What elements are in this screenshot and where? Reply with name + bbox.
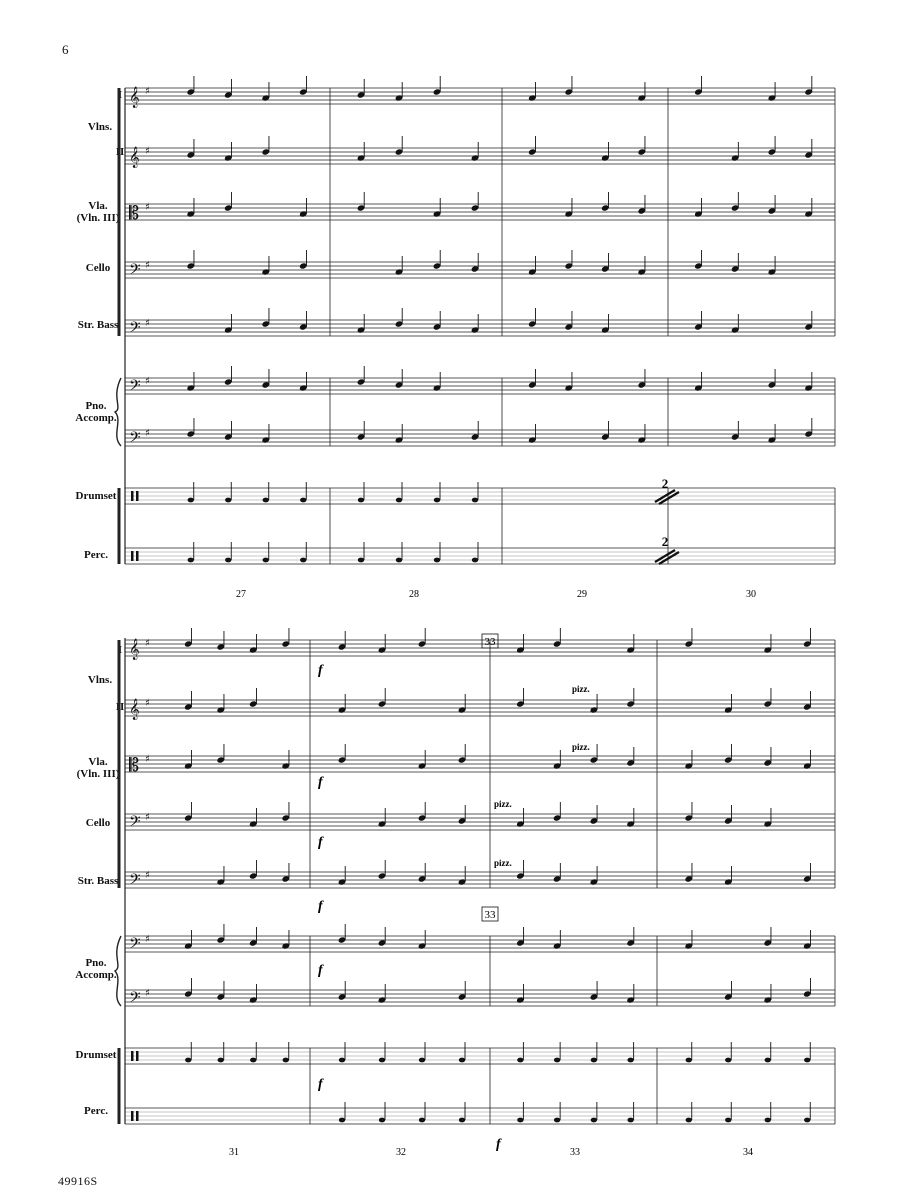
dynamic-f-perc: f	[496, 1137, 501, 1152]
system-2-perc-note	[517, 1058, 523, 1063]
system-2-perc-note	[185, 1058, 191, 1063]
system-1-key-sharp-0: ♯	[145, 86, 150, 97]
system-2-perc-note	[517, 1118, 523, 1123]
pizz-cello: pizz.	[494, 799, 512, 809]
violin-1-label: I	[117, 89, 123, 101]
dynamic-f-vla: f	[318, 775, 323, 790]
measure-number-32: 32	[396, 1147, 406, 1158]
piano-sub-label: Accomp.	[75, 412, 117, 424]
system-1-perc-clef-a	[131, 491, 134, 501]
system-1-key-sharp-1: ♯	[145, 146, 150, 157]
system-2-piano-brace	[115, 936, 121, 1006]
violin-2-label-2: II	[115, 701, 125, 713]
system-2-perc-note	[419, 1058, 425, 1063]
system-2-clef-6: 𝄢	[129, 989, 141, 1010]
system-1-clef-3: 𝄢	[129, 261, 141, 282]
drumset-label: Drumset	[75, 490, 117, 502]
system-2-perc-clef-a	[131, 1051, 134, 1061]
system-1-clef-5: 𝄢	[129, 377, 141, 398]
catalog-number: 49916S	[58, 1174, 98, 1188]
measure-number-33: 33	[570, 1147, 580, 1158]
system-1-perc-clef-b	[136, 551, 139, 561]
system-2-perc-note	[765, 1118, 771, 1123]
viola-label-2: Vla.	[88, 756, 108, 768]
piano-label-2: Pno.	[85, 957, 107, 969]
viola-sub-label: (Vln. III)	[76, 212, 120, 224]
system-2-key-sharp-4: ♯	[145, 870, 150, 881]
system-2-perc-note	[250, 1058, 256, 1063]
system-2-perc-clef-b	[136, 1051, 139, 1061]
system-2-perc-note	[339, 1118, 345, 1123]
system-1-clef-1: 𝄞	[129, 147, 140, 168]
system-2-key-sharp-5: ♯	[145, 934, 150, 945]
system-1-clef-0: 𝄞	[129, 87, 140, 108]
system-1-perc-clef-b	[136, 491, 139, 501]
measure-number-28: 28	[409, 589, 419, 600]
rehearsal-mark-top: 33	[484, 636, 496, 648]
dynamic-f-bass: f	[318, 899, 323, 914]
rehearsal-mark-piano: 33	[484, 909, 496, 921]
viola-sub-label-2: (Vln. III)	[76, 768, 120, 780]
piano-label: Pno.	[85, 400, 107, 412]
bass-label: Str. Bass	[77, 319, 119, 331]
system-1-perc-note	[225, 498, 231, 503]
system-1-perc-note	[263, 558, 269, 563]
system-2-key-sharp-6: ♯	[145, 988, 150, 999]
system-2-perc-note	[459, 1118, 465, 1123]
system-1-key-sharp-3: ♯	[145, 260, 150, 271]
perc-label: Perc.	[84, 549, 108, 561]
violin-1-label-2: I	[117, 644, 123, 656]
system-1-perc-note	[225, 558, 231, 563]
system-2-perc-note	[591, 1058, 597, 1063]
pizz-vln2: pizz.	[572, 684, 590, 694]
system-1-perc-note	[472, 558, 478, 563]
violins-label-2: Vlns.	[87, 674, 113, 686]
dynamic-f-drums: f	[318, 1077, 323, 1092]
system-1-perc-note	[300, 498, 306, 503]
measure-number-34: 34	[743, 1147, 753, 1158]
system-2-perc-note	[379, 1058, 385, 1063]
system-2-clef-0: 𝄞	[129, 639, 140, 660]
dynamic-f-cello: f	[318, 835, 323, 850]
system-2-perc-note	[725, 1118, 731, 1123]
system-1-perc-note	[396, 558, 402, 563]
system-2-perc-note	[554, 1058, 560, 1063]
system-2-perc-note	[686, 1058, 692, 1063]
system-2-perc-note	[591, 1118, 597, 1123]
multirest-count-perc: 2	[661, 534, 669, 549]
system-2-clef-1: 𝄞	[129, 699, 140, 720]
system-2-perc-note	[686, 1118, 692, 1123]
system-1-perc-note	[358, 498, 364, 503]
system-1-perc-clef-a	[131, 551, 134, 561]
piano-sub-label-2: Accomp.	[75, 969, 117, 981]
system-2-perc-note	[627, 1058, 633, 1063]
pizz-bass: pizz.	[494, 858, 512, 868]
system-2-perc-note	[804, 1058, 810, 1063]
system-2-perc-note	[765, 1058, 771, 1063]
cello-label: Cello	[85, 262, 111, 274]
system-2-perc-note	[804, 1118, 810, 1123]
system-1-perc-note	[396, 498, 402, 503]
system-1-perc-note	[434, 498, 440, 503]
bass-label-2: Str. Bass	[77, 875, 119, 887]
system-2-key-sharp-3: ♯	[145, 812, 150, 823]
system-1-piano-brace	[115, 378, 121, 446]
system-1-clef-2: 𝄡	[129, 203, 140, 224]
system-2-perc-note	[554, 1118, 560, 1123]
drumset-label-2: Drumset	[75, 1049, 117, 1061]
system-2-clef-4: 𝄢	[129, 871, 141, 892]
system-1-perc-note	[188, 498, 194, 503]
system-2-perc-note	[725, 1058, 731, 1063]
measure-number-30: 30	[746, 589, 756, 600]
system-1-perc-note	[300, 558, 306, 563]
system-1-perc-note	[358, 558, 364, 563]
pizz-vla: pizz.	[572, 742, 590, 752]
system-2-perc-note	[419, 1118, 425, 1123]
system-1-perc-note	[188, 558, 194, 563]
system-2-clef-5: 𝄢	[129, 935, 141, 956]
system-2-clef-2: 𝄡	[129, 755, 140, 776]
system-2-clef-3: 𝄢	[129, 813, 141, 834]
system-2-perc-clef-a	[131, 1111, 134, 1121]
system-1-clef-4: 𝄢	[129, 319, 141, 340]
system-1-perc-note	[263, 498, 269, 503]
dynamic-f-vln1: f	[318, 663, 323, 678]
system-2-key-sharp-1: ♯	[145, 698, 150, 709]
violin-2-label: II	[115, 146, 125, 158]
system-2-perc-note	[339, 1058, 345, 1063]
dynamic-f-piano: f	[318, 963, 323, 978]
system-1-perc-note	[472, 498, 478, 503]
system-2-perc-clef-b	[136, 1111, 139, 1121]
system-2-perc-note	[218, 1058, 224, 1063]
system-1-key-sharp-4: ♯	[145, 318, 150, 329]
cello-label-2: Cello	[85, 817, 111, 829]
multirest-count-drums: 2	[661, 476, 669, 491]
system-1-key-sharp-5: ♯	[145, 376, 150, 387]
system-2-perc-note	[459, 1058, 465, 1063]
page-number: 6	[62, 42, 69, 57]
system-1-perc-note	[434, 558, 440, 563]
violins-label: Vlns.	[87, 121, 113, 133]
viola-label: Vla.	[88, 200, 108, 212]
measure-number-31: 31	[229, 1147, 239, 1158]
system-2-perc-note	[627, 1118, 633, 1123]
system-2-key-sharp-0: ♯	[145, 638, 150, 649]
system-1-clef-6: 𝄢	[129, 429, 141, 450]
system-2-key-sharp-2: ♯	[145, 754, 150, 765]
system-1-key-sharp-6: ♯	[145, 428, 150, 439]
measure-number-27: 27	[236, 589, 246, 600]
system-2-perc-note	[379, 1118, 385, 1123]
system-2-perc-note	[283, 1058, 289, 1063]
measure-number-29: 29	[577, 589, 587, 600]
perc-label-2: Perc.	[84, 1105, 108, 1117]
system-1-key-sharp-2: ♯	[145, 202, 150, 213]
